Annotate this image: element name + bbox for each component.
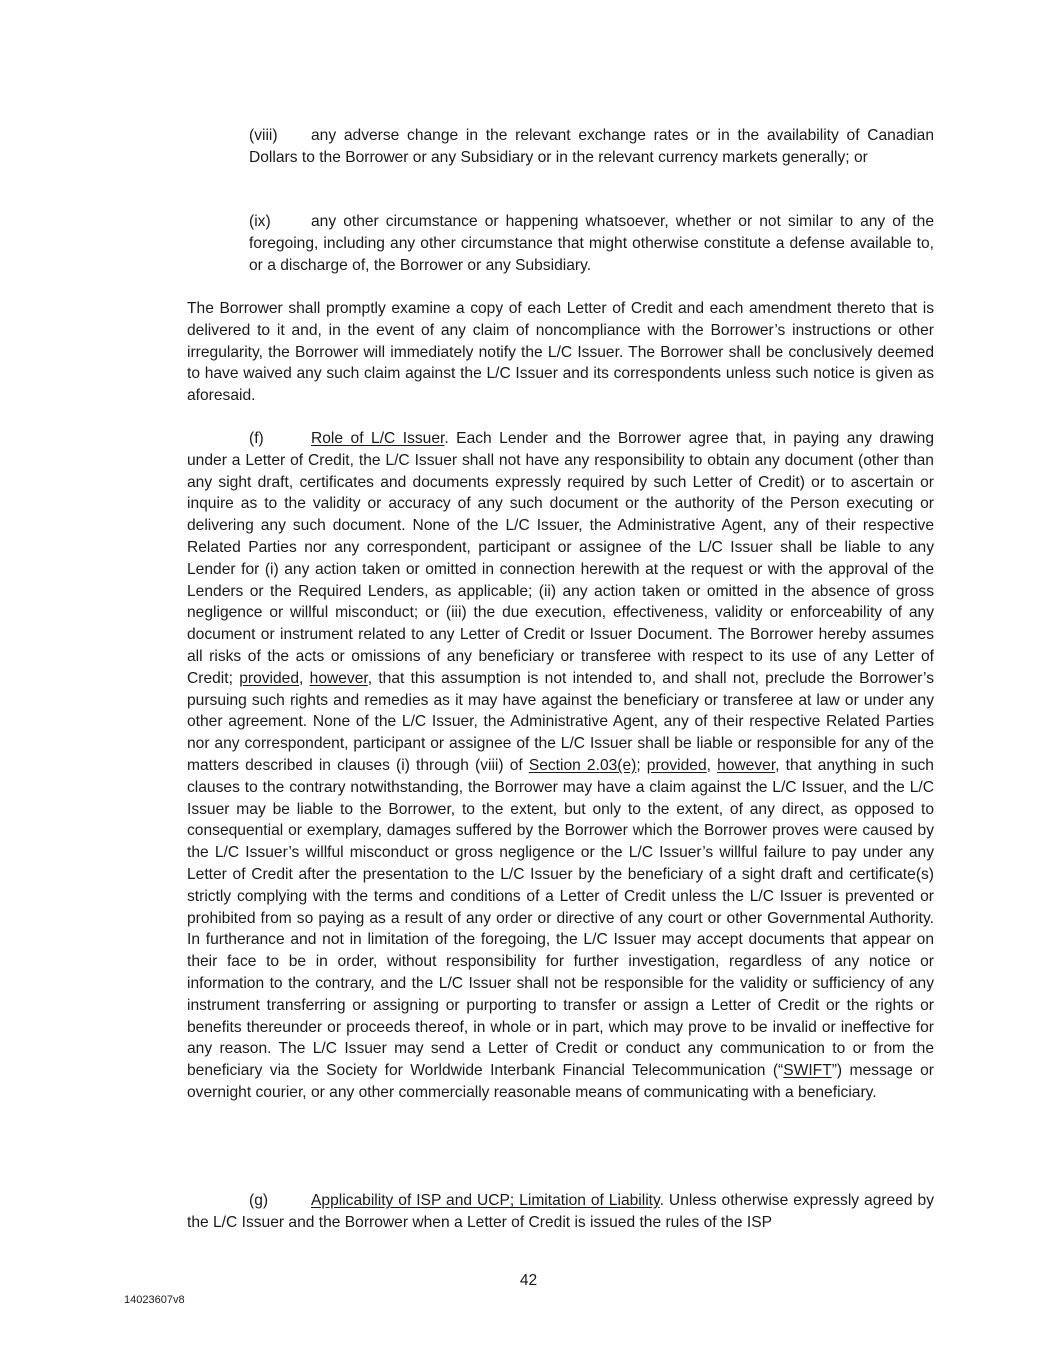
defined-term-provided: provided bbox=[646, 756, 707, 774]
clause-text: any other circumstance or happening whatsoever, whether or not similar to any of the foregoing, including any other circumstance that might otherwise constitute a defense available to, or a discharge of, the Borrower or any Subsidiary. bbox=[249, 213, 934, 274]
document-id: 14023607v8 bbox=[124, 1294, 185, 1306]
section-g-paragraph bbox=[187, 1190, 934, 1234]
body-text: . Unless otherwise expressly agreed by the L/C Issuer and the Borrower when a Letter of Credit is issued the rules of the ISP bbox=[187, 1192, 934, 1231]
page-number: 42 bbox=[519, 1272, 538, 1289]
body-text: ”) message or overnight courier, or any other commercially reasonable means of communicating with a beneficiary. bbox=[187, 1062, 935, 1101]
punctuation: ; bbox=[636, 756, 647, 774]
clause-label: (ix) bbox=[249, 213, 271, 230]
body-text: , that this assumption is not intended to, and shall not, preclude the Borrower’s pursuing such rights and remedies as it may have against the beneficiary or transferee at law or under any other agreement. None of the L/C Issuer, the Administrative Agent, any of their respective Related Parties nor any correspondent, participant or assignee of the L/C Issuer shall be liable or responsible for any of the matters described in clauses (i) through (viii) of bbox=[187, 669, 935, 774]
section-label: (g) bbox=[249, 1192, 269, 1209]
clause-viii bbox=[249, 125, 934, 169]
section-f-paragraph bbox=[187, 428, 934, 1104]
defined-term-however: however bbox=[309, 669, 368, 687]
punctuation: , bbox=[706, 756, 718, 774]
section-label: (f) bbox=[249, 430, 264, 447]
defined-term-however: however bbox=[717, 756, 776, 774]
body-text: , that anything in such clauses to the contrary notwithstanding, the Borrower may have a claim against the L/C Issuer, and the L/C Issuer may be liable to the Borrower, to the extent, but only to the extent, of any direct, as opposed to consequential or exemplary, damages suffered by the Borrower which the Borrower proves were caused by the L/C Issuer’s willful misconduct or gross negligence or the L/C Issuer’s willful failure to pay under any Letter of Credit after the presentation to the L/C Issuer by the beneficiary of a sight draft and certificate(s) strictly complying with the terms and conditions of a Letter of Credit unless the L/C Issuer is prevented or prohibited from so paying as a result of any order or directive of any court or other Governmental Authority. In furtherance and not in limitation of the foregoing, the L/C Issuer may accept documents that appear on their face to be in order, without responsibility for further investigation, regardless of any notice or information to the contrary, and the L/C Issuer shall not be responsible for the validity or sufficiency of any instrument transferring or assigning or purporting to transfer or assign a Letter of Credit or the rights or benefits thereunder or proceeds thereof, in whole or in part, which may prove to be invalid or ineffective for any reason. The L/C Issuer may send a Letter of Credit or conduct any communication to or from the beneficiary via the Society for Worldwide Interbank Financial Telecommunication (“ bbox=[187, 756, 934, 1080]
section-heading: Applicability of ISP and UCP; Limitation of Liability bbox=[311, 1192, 660, 1209]
defined-term-swift: SWIFT bbox=[783, 1062, 832, 1080]
borrower-examination-paragraph: The Borrower shall promptly examine a copy of each Letter of Credit and each amendment thereto that is delivered to it and, in the event of any claim of noncompliance with the Borrower’s instructions or other irregularity, the Borrower will immediately notify the L/C Issuer. The Borrower shall be conclusively deemed to have waived any such claim against the L/C Issuer and its correspondents unless such notice is given as aforesaid. bbox=[187, 300, 934, 405]
clause-ix bbox=[249, 211, 934, 276]
section-reference: Section 2.03(e) bbox=[528, 756, 637, 774]
clause-text: any adverse change in the relevant exchange rates or in the availability of Canadian Dollars to the Borrower or any Subsidiary or in the relevant currency markets generally; or bbox=[249, 127, 934, 166]
body-text: . Each Lender and the Borrower agree that, in paying any drawing under a Letter of Credit, the L/C Issuer shall not have any responsibility to obtain any document (other than any sight draft, certificates and documents expressly required by such Letter of Credit) or to ascertain or inquire as to the validity or accuracy of any such document or the authority of the Person executing or delivering any such document. None of the L/C Issuer, the Administrative Agent, any of their respective Related Parties nor any correspondent, participant or assignee of the L/C Issuer shall be liable to any Lender for (i) any action taken or omitted in connection herewith at the request or with the approval of the Lenders or the Required Lenders, as applicable; (ii) any action taken or omitted in the absence of gross negligence or willful misconduct; or (iii) the due execution, effectiveness, validity or enforceability of any document or instrument related to any Letter of Credit or Issuer Document. The Borrower hereby assumes all risks of the acts or omissions of any beneficiary or transferee with respect to its use of any Letter of Credit; bbox=[187, 430, 934, 687]
defined-term-provided: provided bbox=[239, 669, 300, 687]
clause-label: (viii) bbox=[249, 127, 278, 144]
punctuation: , bbox=[299, 669, 310, 687]
section-heading: Role of L/C Issuer bbox=[311, 430, 445, 447]
